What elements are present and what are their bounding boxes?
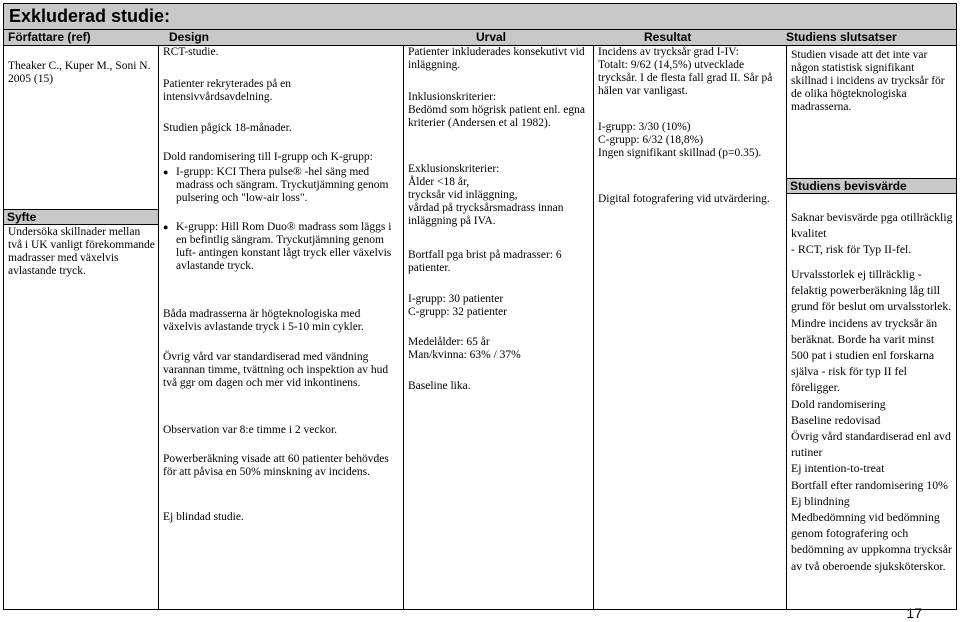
standard-care-text: Övrig vård var standardiserad med vändning varannan timme, tvättning och inspektion av hud två ggr om dagen och mer vid inkontinens.: [163, 351, 389, 389]
duration-text: Studien pågick 18-månader.: [163, 122, 292, 134]
group-bullet-list: [163, 166, 400, 273]
dropout-text: Bortfall pga brist på madrasser: 6 patienter.: [408, 249, 562, 274]
header-author: Författare (ref): [8, 30, 91, 44]
demographics-text: Medelålder: 65 år Man/kvinna: 63% / 37%: [408, 336, 521, 361]
exclusion-criteria: Exklusionskriterier: Ålder <18 år, trycksår vid inläggning, vårdad på trycksårsmadrass innan inläggning på IVA.: [408, 163, 564, 227]
author-name: Theaker C., Kuper M., Soni N. 2005 (15): [8, 60, 151, 85]
aim-text: Undersöka skillnader mellan två i UK vanligt förekommande madrasser med växelvis avlastande tryck.: [8, 226, 155, 277]
power-calculation-text: Powerberäkning visade att 60 patienter behövdes för att påvisa en 50% minskning av incidens.: [163, 453, 389, 478]
incidence-text: Incidens av trycksår grad I-IV: Totalt: 9/62 (14,5%) utvecklade trycksår. I de flesta fall grad II. Sår på hälen var vanligast.: [598, 46, 773, 97]
header-design: Design: [169, 30, 210, 44]
author-column: [4, 46, 159, 609]
observation-text: Observation var 8:e timme i 2 veckor.: [163, 424, 338, 436]
study-type: RCT-studie.: [163, 46, 219, 58]
header-selection: Urval: [476, 30, 507, 44]
header-conclusion: Studiens slutsatser: [786, 30, 897, 44]
mattress-cycles-text: Båda madrasserna är högteknologiska med växelvis avlastande tryck i 5-10 min cykler.: [163, 308, 364, 333]
inclusion-criteria: Inklusionskriterier: Bedömd som högrisk patient enl. egna kriterier (Andersen et al 1982).: [408, 91, 585, 129]
photo-evaluation-text: Digital fotografering vid utvärdering.: [598, 193, 770, 205]
list-item: ● I-grupp: KCI Thera pulse® -hel säng med madrass och sängram. Tryckutjämning genom pulsering och "low-air loss".: [163, 166, 400, 205]
group-results: I-grupp: 3/30 (10%) C-grupp: 6/32 (18,8%) Ingen signifikant skillnad (p=0.35).: [598, 121, 762, 159]
evidence-summary: Saknar bevisvärde pga otillräcklig kvalitet - RCT, risk för Typ II-fel.: [791, 210, 953, 257]
conclusion-text: Studien visade att det inte var någon statistisk signifikant skillnad i incidens av trycksår för de olika högteknologiska madrasserna.: [791, 49, 945, 113]
recruitment-text: Patienter rekryterades på en intensivvårdsavdelning.: [163, 78, 292, 103]
table-header-row: [3, 30, 957, 46]
aim-label: Syfte: [4, 209, 158, 225]
randomisation-text: Dold randomisering till I-grupp och K-grupp:: [163, 151, 373, 163]
group-sizes: I-grupp: 30 patienter C-grupp: 32 patienter: [408, 293, 508, 318]
evidence-label: Studiens bevisvärde: [787, 178, 956, 194]
result-column: [594, 46, 787, 609]
design-column: [159, 46, 404, 609]
page-title: Exkluderad studie:: [3, 3, 957, 30]
selection-intro: Patienter inkluderades konsekutivt vid inläggning.: [408, 46, 585, 71]
conclusion-column: [787, 46, 956, 609]
baseline-text: Baseline lika.: [408, 380, 471, 392]
header-result: Resultat: [644, 30, 692, 44]
list-item: ● K-grupp: Hill Rom Duo® madrass som läggs i en befintlig sängram. Tryckutjämning genom luft- antingen konstant lågt tryck eller växelvis avlastande tryck.: [163, 221, 400, 273]
selection-column: [404, 46, 594, 609]
evidence-details: Urvalsstorlek ej tillräcklig - felaktig powerberäkning låg till grund för beslut om urvalsstorlek. Mindre incidens av trycksår än beräknat. Borde ha varit minst 500 pat i studien enl forskarna själva - risk för typ II fel föreligger. Dold randomisering Baseline redovisad Övrig vård standardiserad enl avd rutiner Ej intention-to-treat Bortfall efter randomisering 10% Ej blindning Medbedömning vid bedömning genom fotografering och bedömning av uppkomna trycksår av två oberoende sjuksköterskor.: [791, 267, 952, 573]
study-table-body: [3, 46, 957, 610]
blinding-text: Ej blindad studie.: [163, 511, 244, 523]
page-number: 17: [906, 605, 922, 621]
